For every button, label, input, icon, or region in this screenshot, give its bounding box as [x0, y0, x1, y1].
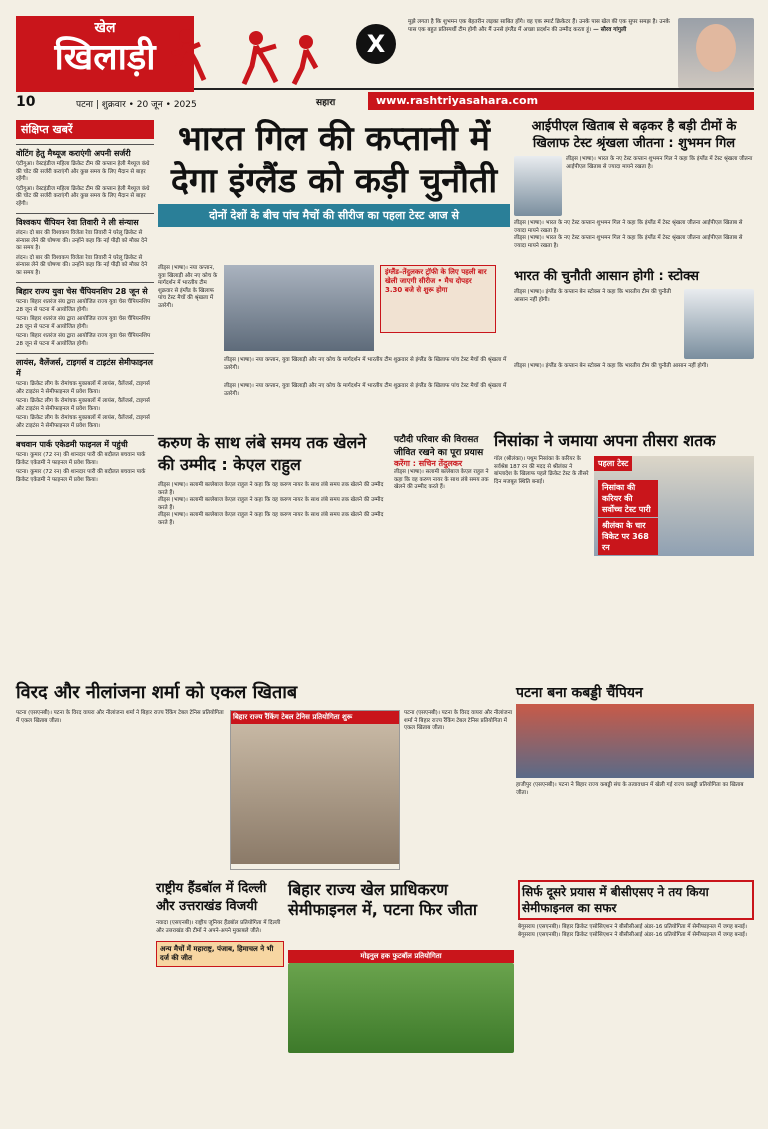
gill-headline: आईपीएल खिताब से बढ़कर है बड़ी टीमों के खिलाफ टेस्ट श्रृंखला जीतना : शुभमन गिल — [531, 119, 737, 151]
x-logo-icon: X — [356, 24, 396, 64]
lead-headline: भारत गिल की कप्तानी में देगा इंग्लैंड को कड़ी चुनौती — [170, 119, 498, 201]
bcci-headline: सिर्फ दूसरे प्रयास में बीसीएसए ने तय किया सेमीफाइनल का सफर — [518, 880, 754, 920]
tt-text-2: पटना (एसएनबी)। पटना के विरद वायरा और नीलांजना शर्मा ने बिहार राज्य रैंकिंग टेबल टेनिस प्रतियोगिता में एकल खिताब जीता। — [404, 710, 513, 731]
stokes-text-2: लीड्स (भाषा)। इंग्लैंड के कप्तान बेन स्टोक्स ने कहा कि भारतीय टीम की चुनौती आसान नहीं होगी। — [514, 363, 709, 369]
kabaddi-team-photo — [516, 704, 754, 778]
rahul-text-3: लीड्स (भाषा)। सलामी बल्लेबाज केएल राहुल ने कहा कि वह करुण नायर के साथ लंबे समय तक खेलने की उम्मीद करते हैं। — [158, 512, 384, 526]
highlight-box: इंग्लैंड–तेंदुलकर ट्रॉफी के लिए पहली बार खेली जाएगी सीरीज • मैच दोपहर 3.30 बजे से शुरू होगा — [380, 265, 496, 333]
football-banner: मोइनुल हक फुटबॉल प्रतियोगिता — [288, 950, 514, 963]
brief-news-header: संक्षिप्त खबरें — [16, 120, 154, 139]
pataudi-subhead: करेंगा : सचिन तेंदुलकर — [394, 459, 463, 468]
rahul-text-2: लीड्स (भाषा)। सलामी बल्लेबाज केएल राहुल ने कहा कि वह करुण नायर के साथ लंबे समय तक खेलने की उम्मीद करते हैं। — [158, 497, 384, 511]
kabaddi-headline: पटना बना कबड्डी चैंपियन — [516, 685, 643, 701]
handball-box: अन्य मैचों में महाराष्ट्र, पंजाब, हिमाचल ने भी दर्ज की जीत — [156, 941, 284, 967]
stokes-photo — [684, 289, 754, 359]
lead-body — [158, 265, 510, 433]
bcci-text-2: बेगूसराय (एसएनबी)। बिहार क्रिकेट एसोसिएशन ने बीसीसीआई अंडर-16 प्रतियोगिता में सेमीफाइनल में जगह बनाई। — [518, 931, 747, 938]
quote-text: मुझे लगता है कि शुभमन एक बेहतरीन लड़का साबित होंगे। वह एक स्मार्ट क्रिकेटर हैं। उनके पास खेल की एक सुपर समझ है। उनके पास एक बहुत प्रतिस्पर्धी टीम होगी और मैं उनसे इंग्लैंड में अच्छा प्रदर्शन की उम्मीद करता हूं। — सौरव गांगुली — [408, 19, 670, 33]
rahul-headline: करुण के साथ लंबे समय तक खेलने की उम्मीद : केएल राहुल — [158, 433, 367, 474]
gill-text: लीड्स (भाषा)। भारत के नए टेस्ट कप्तान शुभमन गिल ने कहा कि इंग्लैंड में टेस्ट श्रृंखला जीतना आईपीएल खिताब से ज्यादा मायने रखता है। — [566, 156, 753, 170]
handball-headline: राष्ट्रीय हैंडबॉल में दिल्ली और उत्तराखंड विजयी — [156, 881, 267, 914]
pataudi-headline: पटौदी परिवार की विरासत जीवित रखने का पूरा प्रयास — [394, 435, 484, 458]
logo-kicker: खेल — [94, 20, 116, 36]
bcci-text: बेगूसराय (एसएनबी)। बिहार क्रिकेट एसोसिएशन ने बीसीसीआई अंडर-16 प्रतियोगिता में सेमीफाइनल में जगह बनाई। — [518, 924, 747, 930]
gill-photo — [514, 156, 562, 216]
cricket-section — [16, 430, 754, 680]
nisanka-box-2: श्रीलंका के चार विकेट पर 368 रन — [598, 518, 658, 555]
lead-text: लीड्स (भाषा)। नया कप्तान, युवा खिलाड़ी और नए कोच के मार्गदर्शन में भारतीय टीम शुक्रवार से इंग्लैंड के खिलाफ पांच टेस्ट मैचों की श्रृंखला में उतरेगी। — [158, 265, 218, 309]
logo-title: खिलाड़ी — [54, 37, 156, 78]
lead-text-2: लीड्स (भाषा)। नया कप्तान, युवा खिलाड़ी और नए कोच के मार्गदर्शन में भारतीय टीम शुक्रवार से इंग्लैंड के खिलाफ पांच टेस्ट मैचों की श्रृंखला में उतरेगी। — [224, 357, 507, 371]
lead-subheadline: दोनों देशों के बीच पांच मैचों की सीरीज का पहला टेस्ट आज से — [158, 204, 510, 227]
brief-item: बचवान पार्क एकेडमी फाइनल में पहुंची पटना। कुमार (72 रन) की शानदार पारी की बदौलत बचवान पार्क क्रिकेट एकेडमी ने फाइनल में प्रवेश किया। पटना। कुमार (72 रन) की शानदार पारी की बदौलत बचवान पार्क क्रिकेट एकेडमी ने फाइनल में प्रवेश किया। — [16, 435, 154, 484]
stokes-text: लीड्स (भाषा)। इंग्लैंड के कप्तान बेन स्टोक्स ने कहा कि भारतीय टीम की चुनौती आसान नहीं होगी। — [514, 289, 671, 303]
quote-person-photo — [678, 18, 754, 88]
tt-banner: बिहार राज्य रैंकिंग टेबल टेनिस प्रतियोगिता शुरू — [231, 711, 399, 724]
nisanka-photo — [594, 456, 754, 556]
football-photo — [288, 963, 514, 1053]
handball-text: नवादा (एसएनबी)। राष्ट्रीय जूनियर हैंडबॉल प्रतियोगिता में दिल्ली और उत्तराखंड की टीमों ने अपने-अपने मुकाबले जीते। — [156, 920, 281, 934]
brief-item: लायंस, वैलेंजर्स, टाइगर्स व टाइटंस सेमीफाइनल में पटना। क्रिकेट लीग के रोमांचक मुकाबलों में लायंस, वैलेंजर्स, टाइगर्स और टाइटंस ने सेमीफाइनल में प्रवेश किया। पटना। क्रिकेट लीग के रोमांचक मुकाबलों में लायंस, वैलेंजर्स, टाइगर्स और टाइटंस ने सेमीफाइनल में प्रवेश किया। पटना। क्रिकेट लीग के रोमांचक मुकाबलों में लायंस, वैलेंजर्स, टाइगर्स और टाइटंस ने सेमीफाइनल में प्रवेश किया। — [16, 353, 154, 430]
nisanka-box-1: निसांका की करियर की सर्वोच्च टेस्ट पारी — [598, 480, 658, 517]
lead-text-3: लीड्स (भाषा)। नया कप्तान, युवा खिलाड़ी और नए कोच के मार्गदर्शन में भारतीय टीम शुक्रवार से इंग्लैंड के खिलाफ पांच टेस्ट मैचों की श्रृंखला में उतरेगी। — [224, 383, 507, 397]
gill-text-2: लीड्स (भाषा)। भारत के नए टेस्ट कप्तान शुभमन गिल ने कहा कि इंग्लैंड में टेस्ट श्रृंखला जीतना आईपीएल खिताब से ज्यादा मायने रखता है। — [514, 220, 743, 234]
bottom-section — [16, 880, 754, 1120]
first-test-tag: पहला टेस्ट — [594, 456, 632, 471]
football-headline: बिहार राज्य खेल प्राधिकरण सेमीफाइनल में, पटना फिर जीता — [288, 880, 477, 919]
brief-item: विश्वकप चैंपियन रेवा तिवारी ने ली संन्यास लंदन। दो बार की विश्वकप विजेता रेवा तिवारी ने घरेलू क्रिकेट से संन्यास लेने की घोषणा की। उन्होंने कहा कि नई पीढ़ी को मौका देने का समय है। लंदन। दो बार की विश्वकप विजेता रेवा तिवारी ने घरेलू क्रिकेट से संन्यास लेने की घोषणा की। उन्होंने कहा कि नई पीढ़ी को मौका देने का समय है। — [16, 213, 154, 277]
lead-story — [158, 118, 510, 227]
gill-text-3: लीड्स (भाषा)। भारत के नए टेस्ट कप्तान शुभमन गिल ने कहा कि इंग्लैंड में टेस्ट श्रृंखला जीतना आईपीएल खिताब से ज्यादा मायने रखता है। — [514, 235, 743, 249]
brief-item: बिहार राज्य युवा चेस चैंपियनशिप 28 जून से पटना। बिहार शतरंज संघ द्वारा आयोजित राज्य युवा चेस चैंपियनशिप 28 जून से पटना में आयोजित होगी। पटना। बिहार शतरंज संघ द्वारा आयोजित राज्य युवा चेस चैंपियनशिप 28 जून से पटना में आयोजित होगी। पटना। बिहार शतरंज संघ द्वारा आयोजित राज्य युवा चेस चैंपियनशिप 28 जून से पटना में आयोजित होगी। — [16, 282, 154, 348]
masthead — [16, 16, 754, 90]
tt-headline: विरद और नीलांजना शर्मा को एकल खिताब — [16, 682, 298, 703]
tt-group-photo — [231, 724, 399, 864]
website-link[interactable]: www.rashtriyasahara.com — [368, 92, 754, 110]
tt-text: पटना (एसएनबी)। पटना के विरद वायरा और नीलांजना शर्मा ने बिहार राज्य रैंकिंग टेबल टेनिस प्रतियोगिता में एकल खिताब जीता। — [16, 710, 224, 724]
rahul-text: लीड्स (भाषा)। सलामी बल्लेबाज केएल राहुल ने कहा कि वह करुण नायर के साथ लंबे समय तक खेलने की उम्मीद करते हैं। — [158, 482, 384, 496]
right-column — [514, 118, 754, 371]
state-sports-section — [16, 680, 754, 880]
brief-item: वोटिंग हेतु मैथ्यूज कराएंगी अपनी सर्जरी एंटीगुआ। वेस्टइंडीज महिला क्रिकेट टीम की कप्तान हेली मैथ्यूज कंधे की चोट की सर्जरी कराएंगी और कुछ समय के लिए मैदान से बाहर रहेंगी। एंटीगुआ। वेस्टइंडीज महिला क्रिकेट टीम की कप्तान हेली मैथ्यूज कंधे की चोट की सर्जरी कराएंगी और कुछ समय के लिए मैदान से बाहर रहेंगी। — [16, 144, 154, 208]
nisanka-headline: निसांका ने जमाया अपना तीसरा शतक — [494, 431, 716, 450]
sport-silhouettes-illustration — [156, 22, 336, 88]
trophy-unveil-photo — [224, 265, 374, 351]
info-bar — [16, 92, 754, 112]
nisanka-text: गॉल (श्रीलंका)। पथुम निसांका के करियर के सर्वश्रेष्ठ 187 रन की मदद से श्रीलंका ने बांग्लादेश के खिलाफ पहले क्रिकेट टेस्ट के तीसरे दिन मजबूत स्थिति बनाई। — [494, 456, 589, 485]
brand-logo: सहारा — [316, 98, 336, 108]
page-number: 10 — [16, 94, 36, 110]
pataudi-text: लीड्स (भाषा)। सलामी बल्लेबाज केएल राहुल ने कहा कि वह करुण नायर के साथ लंबे समय तक खेलने की उम्मीद करते हैं। — [394, 469, 489, 490]
kabaddi-text: हाजीपुर (एसएनबी)। पटना ने बिहार राज्य कबड्डी संघ के तत्वावधान में खेली गई राज्य कबड्डी प्रतियोगिता का खिताब जीता। — [516, 782, 744, 796]
issue-date: पटना | शुक्रवार • 20 जून • 2025 — [76, 100, 197, 110]
stokes-headline: भारत की चुनौती आसान होगी : स्टोक्स — [514, 269, 699, 284]
